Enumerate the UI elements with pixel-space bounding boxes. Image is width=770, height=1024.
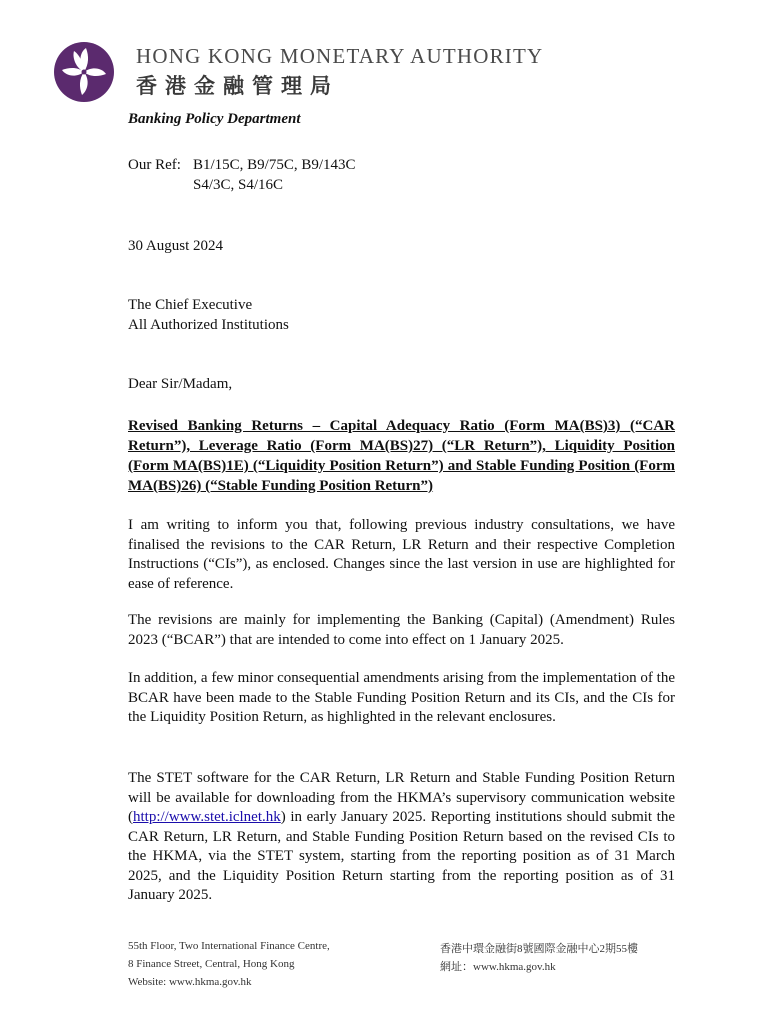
org-name-zh: 香港金融管理局	[136, 74, 339, 98]
stet-website-link[interactable]: http://www.stet.iclnet.hk	[133, 809, 281, 825]
letter-date: 30 August 2024	[128, 238, 224, 254]
reference-line-1	[128, 157, 356, 174]
body-paragraph-2: The revisions are mainly for implementing the Banking (Capital) (Amendment) Rules 2023 (“BCAR”) that are intended to come into effect on 1 January 2025.	[128, 612, 675, 648]
reference-label: Our Ref:	[128, 157, 181, 173]
footer-address-en-2: 8 Finance Street, Central, Hong Kong	[128, 958, 295, 970]
department-name: Banking Policy Department	[128, 111, 301, 127]
paragraph-4-text-after-link: ) in early January 2025. Reporting institutions should submit the CAR Return, LR Return, and Stable Funding Position Return based on the revised CIs to the HKMA, via the STET system, starting from the reporting position as of 31 March 2025, and the Liquidity Position Return starting from the reporting position as of 31 January 2025.	[128, 809, 675, 903]
addressee-line-1: The Chief Executive	[128, 297, 253, 313]
body-paragraph-3: In addition, a few minor consequential amendments arising from the implementation of the BCAR have been made to the Stable Funding Position Return and its CIs, and the CIs for the Liquidity Position Return, as highlighted in the relevant enclosures.	[128, 670, 675, 725]
reference-value-1: B1/15C, B9/75C, B9/143C	[193, 157, 356, 173]
footer-website-en: Website: www.hkma.gov.hk	[128, 976, 252, 988]
bauhinia-logo-icon	[52, 40, 116, 104]
footer-address-en-1: 55th Floor, Two International Finance Centre,	[128, 940, 330, 952]
reference-value-2: S4/3C, S4/16C	[193, 177, 284, 193]
body-paragraph-1: I am writing to inform you that, following previous industry consultations, we have finalised the revisions to the CAR Return, LR Return and their respective Completion Instructions (“CIs”), as enclosed. Changes since the last version in use are highlighted for ease of reference.	[128, 517, 675, 592]
addressee-line-2: All Authorized Institutions	[128, 317, 289, 333]
footer-website-zh: 網址：www.hkma.gov.hk	[440, 961, 556, 973]
paragraph-4-text-before-link: The STET software for the CAR Return, LR Return and Stable Funding Position Return will be available for downloading from the HKMA’s supervisory communication website (	[128, 770, 675, 825]
salutation: Dear Sir/Madam,	[128, 376, 233, 392]
body-paragraph-4	[128, 769, 675, 906]
footer-address-zh: 香港中環金融街8號國際金融中心2期55樓	[440, 943, 638, 955]
subject-line: Revised Banking Returns – Capital Adequacy Ratio (Form MA(BS)3) (“CAR Return”), Leverage Ratio (Form MA(BS)27) (“LR Return”), Liquidity Position (Form MA(BS)1E) (“Liquidity Position Return”) and Stable Funding Position (Form MA(BS)26) (“Stable Funding Position Return”)	[128, 418, 675, 494]
org-name-en: HONG KONG MONETARY AUTHORITY	[136, 44, 544, 68]
